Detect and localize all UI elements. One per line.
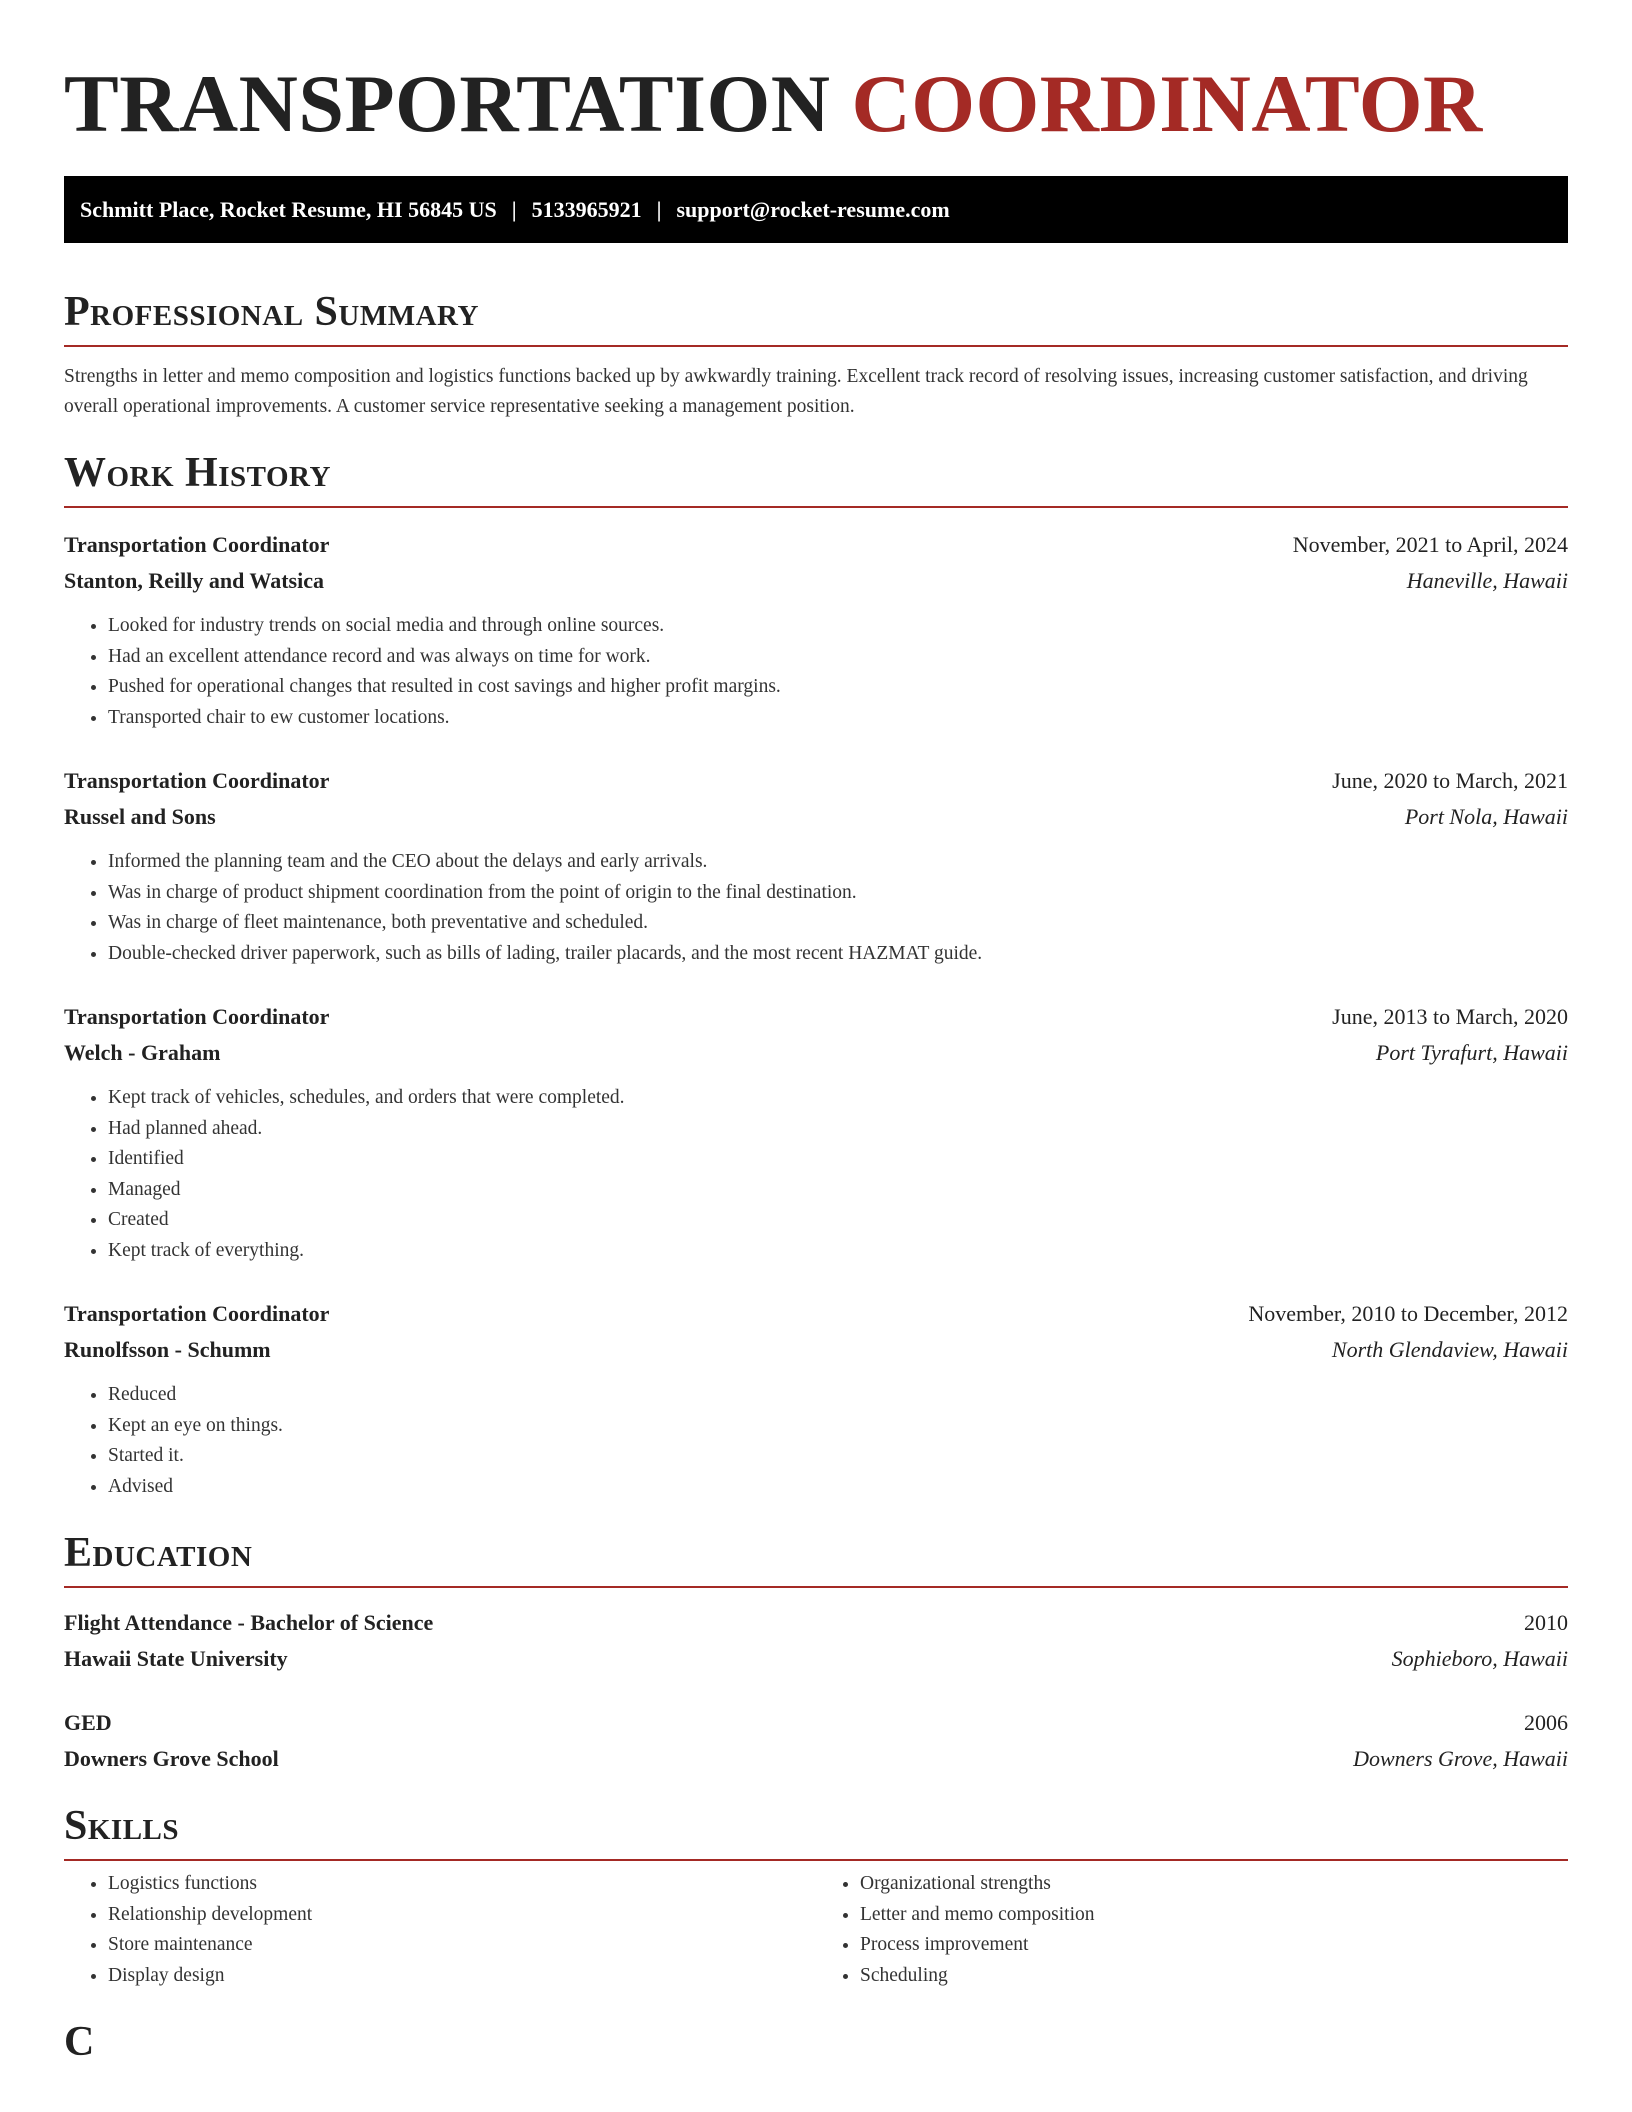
job-company: Welch - Graham <box>64 1040 221 1065</box>
resume-content <box>64 0 1568 2067</box>
skills-list-left <box>64 1869 816 1991</box>
education-school: Downers Grove School <box>64 1746 279 1771</box>
job-bullet: • Had an excellent attendance record and was always on time for work. <box>108 642 1568 673</box>
job-bullet: • Started it. <box>108 1441 1568 1472</box>
education-year: 2006 <box>1524 1710 1568 1735</box>
job-location: Port Nola, Hawaii <box>1404 804 1568 829</box>
skill-item: • Display design <box>108 1961 816 1992</box>
education-school: Hawaii State University <box>64 1646 288 1671</box>
contact-address: Schmitt Place, Rocket Resume, HI 56845 US <box>80 196 497 222</box>
skill-item: • Letter and memo composition <box>860 1900 1568 1931</box>
summary-heading: Professional Summary <box>64 287 1568 347</box>
skills-heading: Skills <box>64 1801 1568 1861</box>
job-bullets <box>64 611 1568 733</box>
job-title: Transportation Coordinator <box>64 1004 330 1029</box>
job-title: Transportation Coordinator <box>64 532 330 557</box>
skills-section <box>64 1801 1568 1991</box>
job-bullets <box>64 1083 1568 1266</box>
contact-separator: | <box>656 196 662 222</box>
job-bullet: • Identified <box>108 1144 1568 1175</box>
job-entry <box>64 1296 1568 1502</box>
job-bullet: • Transported chair to ew customer locations. <box>108 703 1568 734</box>
job-bullet: • Reduced <box>108 1380 1568 1411</box>
skill-item: • Logistics functions <box>108 1869 816 1900</box>
work-history-heading: Work History <box>64 448 1568 508</box>
job-location: Haneville, Hawaii <box>1406 568 1568 593</box>
job-bullets <box>64 847 1568 969</box>
job-dates: November, 2010 to December, 2012 <box>1248 1301 1568 1326</box>
work-history-section <box>64 448 1568 1502</box>
job-title: Transportation Coordinator <box>64 1301 330 1326</box>
summary-section <box>64 287 1568 422</box>
next-section-heading-partial: C <box>64 2019 95 2065</box>
job-dates: November, 2021 to April, 2024 <box>1292 532 1568 557</box>
job-company: Russel and Sons <box>64 804 216 829</box>
contact-email: support@rocket-resume.com <box>676 196 950 222</box>
page-title <box>64 58 1568 150</box>
education-entry <box>64 1605 1568 1677</box>
skill-item: • Store maintenance <box>108 1930 816 1961</box>
job-dates: June, 2020 to March, 2021 <box>1332 768 1568 793</box>
job-bullet: • Created <box>108 1205 1568 1236</box>
skill-item: • Process improvement <box>860 1930 1568 1961</box>
skill-item: • Scheduling <box>860 1961 1568 1992</box>
job-bullet: • Looked for industry trends on social media and through online sources. <box>108 611 1568 642</box>
job-company: Runolfsson - Schumm <box>64 1337 271 1362</box>
job-location: Port Tyrafurt, Hawaii <box>1375 1040 1568 1065</box>
skills-list-right <box>816 1869 1568 1991</box>
title-part-1: TRANSPORTATION <box>64 58 831 149</box>
job-bullet: • Kept track of vehicles, schedules, and orders that were completed. <box>108 1083 1568 1114</box>
job-bullet: • Pushed for operational changes that resulted in cost savings and higher profit margins. <box>108 672 1568 703</box>
job-bullet: • Was in charge of product shipment coordination from the point of origin to the final destination. <box>108 878 1568 909</box>
education-location: Sophieboro, Hawaii <box>1391 1646 1568 1671</box>
job-bullets <box>64 1380 1568 1502</box>
job-bullet: • Kept track of everything. <box>108 1236 1568 1267</box>
education-year: 2010 <box>1524 1610 1568 1635</box>
title-part-2: COORDINATOR <box>851 58 1483 149</box>
summary-text: Strengths in letter and memo composition and logistics functions backed up by awkwardly training. Excellent track record of resolving issues, increasing customer satisfaction, and driving overall operational improvements. A customer service representative seeking a management position. <box>64 366 1528 417</box>
education-heading: Education <box>64 1528 1568 1588</box>
job-bullet: • Had planned ahead. <box>108 1114 1568 1145</box>
job-bullet: • Double-checked driver paperwork, such as bills of lading, trailer placards, and the most recent HAZMAT guide. <box>108 939 1568 970</box>
job-location: North Glendaview, Hawaii <box>1331 1337 1568 1362</box>
education-section <box>64 1528 1568 1777</box>
skill-item: • Relationship development <box>108 1900 816 1931</box>
contact-separator: | <box>511 196 517 222</box>
job-bullet: • Kept an eye on things. <box>108 1411 1568 1442</box>
education-location: Downers Grove, Hawaii <box>1353 1746 1568 1771</box>
job-title: Transportation Coordinator <box>64 768 330 793</box>
contact-phone: 5133965921 <box>531 196 642 222</box>
job-dates: June, 2013 to March, 2020 <box>1332 1004 1568 1029</box>
job-bullet: • Informed the planning team and the CEO about the delays and early arrivals. <box>108 847 1568 878</box>
job-entry <box>64 527 1568 733</box>
job-bullet: • Advised <box>108 1472 1568 1503</box>
skill-item: • Organizational strengths <box>860 1869 1568 1900</box>
contact-bar <box>64 176 1568 243</box>
skills-columns <box>64 1869 1568 1991</box>
education-entry <box>64 1705 1568 1777</box>
education-degree: Flight Attendance - Bachelor of Science <box>64 1610 434 1635</box>
job-bullet: • Managed <box>108 1175 1568 1206</box>
job-entry <box>64 763 1568 969</box>
job-bullet: • Was in charge of fleet maintenance, both preventative and scheduled. <box>108 908 1568 939</box>
education-degree: GED <box>64 1710 112 1735</box>
job-entry <box>64 999 1568 1266</box>
job-company: Stanton, Reilly and Watsica <box>64 568 324 593</box>
